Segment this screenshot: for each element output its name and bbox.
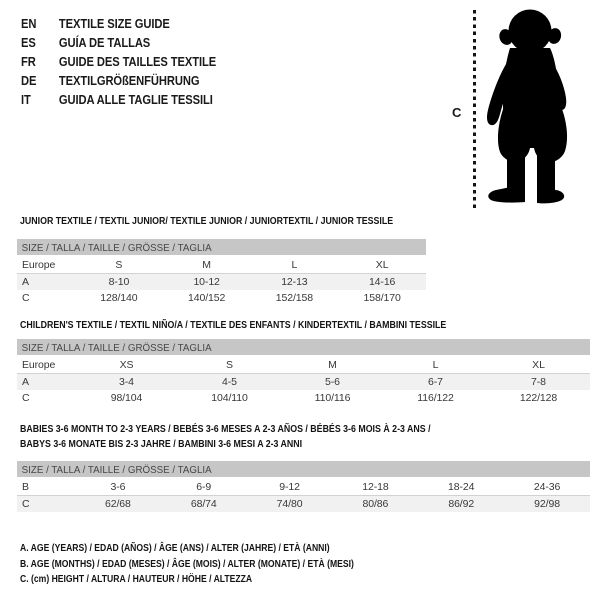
height-cell: 80/86	[362, 498, 389, 510]
height-cell: 128/140	[100, 292, 138, 304]
children-size-table	[17, 339, 590, 406]
babies-size-table	[17, 461, 590, 512]
height-cell: 152/158	[275, 292, 313, 304]
language-row	[21, 71, 216, 90]
language-title-list	[21, 14, 248, 109]
note-line-a: A. AGE (YEARS) / EDAD (AÑOS) / ÂGE (ANS) / ALTER (JAHRE) / ETÀ (ANNI)	[20, 542, 330, 554]
baby-silhouette-icon	[483, 6, 590, 206]
language-row	[21, 33, 216, 52]
row-label: B	[17, 479, 75, 496]
age-cell: 10-12	[193, 276, 220, 288]
note-line-c: C. (cm) HEIGHT / ALTURA / HAUTEUR / HÖHE / ALTEZZA	[20, 573, 253, 585]
language-code: EN	[21, 16, 37, 31]
height-cell: 86/92	[448, 498, 475, 510]
children-table	[17, 357, 590, 406]
table-row	[17, 290, 426, 306]
age-cell: 9-12	[247, 479, 333, 496]
size-header-label: SIZE / TALLA / TAILLE / GRÖSSE / TAGLIA	[21, 242, 212, 254]
guide-title: TEXTILGRÖßENFÜHRUNG	[58, 73, 200, 88]
table-row	[17, 496, 590, 513]
table-row	[17, 274, 426, 291]
height-cell: 104/110	[211, 392, 248, 404]
guide-title: GUIDE DES TAILLES TEXTILE	[58, 54, 217, 69]
age-cell: 8-10	[108, 276, 130, 288]
language-row	[21, 52, 216, 71]
age-cell: 5-6	[325, 376, 340, 388]
height-cell: 74/80	[276, 498, 303, 510]
age-cell: 24-36	[504, 479, 590, 496]
age-cell: 3-6	[75, 479, 161, 496]
age-cell: 12-13	[281, 276, 308, 288]
row-label: Europe	[17, 257, 75, 274]
table-row	[17, 374, 590, 391]
size-cell: S	[178, 357, 281, 374]
size-cell: S	[75, 257, 163, 274]
height-cell: 98/104	[110, 392, 143, 404]
size-header-label: SIZE / TALLA / TAILLE / GRÖSSE / TAGLIA	[21, 464, 212, 476]
babies-table-title-line2: BABYS 3-6 MONATE BIS 2-3 JAHRE / BAMBINI 3-6 MESI A 2-3 ANNI	[20, 438, 303, 450]
size-cell: M	[281, 357, 384, 374]
babies-table	[17, 479, 590, 512]
row-label: C	[22, 392, 30, 404]
note-line-b: B. AGE (MONTHS) / EDAD (MESES) / ÂGE (MOIS) / ALTER (MONATE) / ETÀ (MESI)	[20, 557, 354, 570]
row-label: C	[22, 292, 30, 304]
language-code: IT	[21, 92, 31, 107]
age-cell: 12-18	[332, 479, 418, 496]
size-header-bar	[17, 339, 590, 355]
language-code: FR	[21, 54, 36, 69]
language-code: ES	[21, 35, 36, 50]
children-table-title: CHILDREN'S TEXTILE / TEXTIL NIÑO/A / TEXTILE DES ENFANTS / KINDERTEXTIL / BAMBINI TESSILE	[20, 319, 447, 331]
row-label: A	[22, 276, 29, 288]
size-cell: L	[384, 357, 487, 374]
height-cell: 116/122	[417, 392, 454, 404]
height-cell: 110/116	[314, 392, 351, 404]
guide-title: GUIDA ALLE TAGLIE TESSILI	[58, 92, 213, 107]
age-cell: 4-5	[222, 376, 237, 388]
height-cell: 68/74	[190, 498, 217, 510]
age-cell: 18-24	[418, 479, 504, 496]
row-label: Europe	[17, 357, 75, 374]
legend-notes	[20, 541, 427, 588]
size-cell: XL	[487, 357, 590, 374]
height-measure-dashed-line	[473, 10, 476, 209]
table-row	[17, 390, 590, 406]
language-code: DE	[21, 73, 37, 88]
size-header-bar	[17, 461, 590, 477]
height-cell: 92/98	[534, 498, 560, 510]
guide-title: TEXTILE SIZE GUIDE	[58, 16, 170, 31]
language-row	[21, 14, 216, 33]
height-measure-label: C	[452, 105, 462, 120]
table-row	[17, 479, 590, 496]
size-cell: XL	[338, 257, 426, 274]
height-cell: 62/68	[105, 498, 131, 510]
size-cell: M	[163, 257, 251, 274]
age-cell: 6-7	[428, 376, 443, 388]
size-cell: XS	[75, 357, 178, 374]
row-label: C	[22, 498, 30, 510]
age-cell: 7-8	[531, 376, 546, 388]
size-cell: L	[251, 257, 339, 274]
height-cell: 158/170	[363, 292, 401, 304]
guide-title: GUÍA DE TALLAS	[58, 35, 151, 50]
table-row	[17, 357, 590, 374]
age-cell: 6-9	[161, 479, 247, 496]
age-cell: 14-16	[368, 276, 396, 288]
row-label: A	[22, 376, 29, 388]
age-cell: 3-4	[119, 376, 134, 388]
babies-table-title-line1: BABIES 3-6 MONTH TO 2-3 YEARS / BEBÉS 3-6 MESES A 2-3 AÑOS / BÉBÉS 3-6 MOIS À 2-3 ANS /	[20, 423, 431, 435]
language-row	[21, 90, 216, 109]
junior-table-title: JUNIOR TEXTILE / TEXTIL JUNIOR/ TEXTILE JUNIOR / JUNIORTEXTIL / JUNIOR TESSILE	[20, 215, 394, 227]
height-cell: 122/128	[519, 392, 558, 404]
junior-size-table	[17, 239, 426, 306]
size-header-label: SIZE / TALLA / TAILLE / GRÖSSE / TAGLIA	[21, 342, 212, 354]
junior-table	[17, 257, 426, 306]
height-cell: 140/152	[187, 292, 226, 304]
size-header-bar	[17, 239, 426, 255]
table-row	[17, 257, 426, 274]
